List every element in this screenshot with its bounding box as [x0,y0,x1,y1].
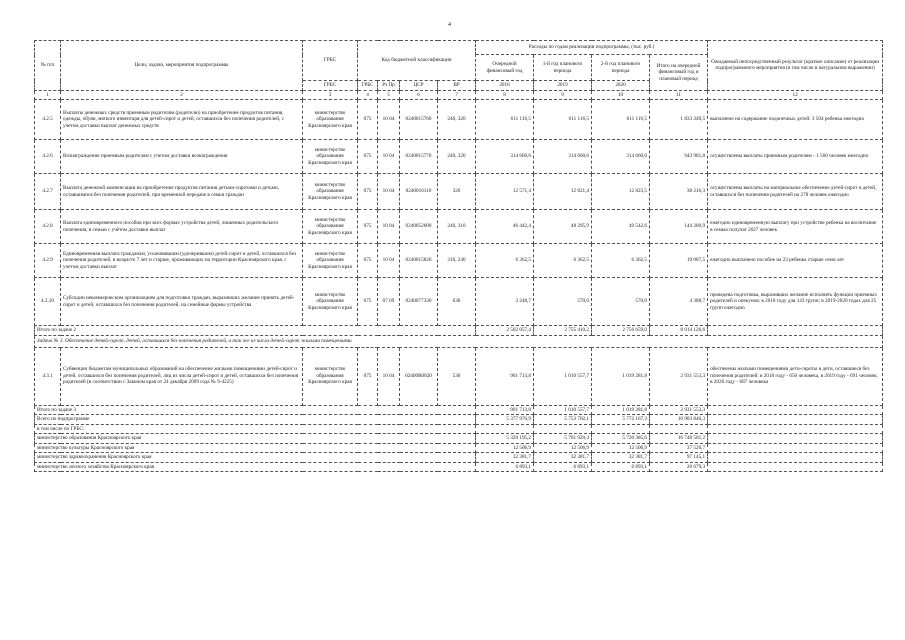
row-csr: 0240015820 [400,244,438,278]
row-result: осуществлены выплаты приемным родителям - 1 560 человек ежегодно [708,140,883,174]
header-year-2018: 2018 [476,81,534,91]
col-number: 2 [61,90,303,100]
row-vr: 240, 320 [438,100,476,140]
summary-y2018 [476,424,534,434]
header-goals: Цели, задачи, мероприятия подпрограммы [61,41,303,91]
summary-y2020: 12 506,9 [592,443,650,453]
header-num: № п/п [35,41,61,91]
summary-y2019: 32 381,7 [534,453,592,463]
summary-y2020 [592,424,650,434]
total-task3-y2020: 1 019 281,8 [592,405,650,415]
row-csr: 0240016110 [400,174,438,210]
col-number: 5 [378,90,400,100]
summary-y2020: 5 772 167,3 [592,415,650,425]
row-grbs-code: 075 [358,244,378,278]
summary-y2019: 6 893,1 [534,462,592,472]
summary-total: 20 679,3 [650,462,708,472]
row-y2019: 6 362,5 [534,244,592,278]
summary-label: министерство лесного хозяйства Красноярского края [35,462,476,472]
row-result: осуществлены выплаты на материальное обеспечение детей-сирот и детей, оставшихся без попечения родителей на 278 человек ежегодно [708,174,883,210]
summary-row [35,462,883,472]
subprogram-table [34,40,883,472]
table-row [35,210,883,244]
row-result: обеспечены жилыми помещениями дети-сироты и дети, оставшиеся без попечения родителей: в 2018 году - 650 человека, в 2019 году - 691 человек; в 2020 году - 687 человека [708,347,883,405]
summary-y2018: 12 506,9 [476,443,534,453]
row-num: 4.2.5 [35,100,61,140]
col-number: 11 [650,90,708,100]
row-text: Выплаты денежных средств приемным родителям (родителю) на приобретение продуктов питания, одежды, обуви, мягкого инвентаря для детей-сирот и детей, оставшихся без попечения родителей, с учетом доставки выплат денежных средств [61,100,303,140]
summary-y2019: 5 701 920,4 [534,434,592,444]
summary-row [35,453,883,463]
header-year-2019: 2019 [534,81,592,91]
row-result: ежегодно единовременную выплату при устройстве ребенка на воспитание в семью получат 2027 человек [708,210,883,244]
header-year2: 2-й год планового периода [592,55,650,81]
total-task2-y2019: 2 755 410,2 [534,326,592,336]
row-text: Субвенции бюджетам муниципальных образований на обеспечение жилыми помещениями детей-сирот и детей, оставшихся без попечения родителей, лиц из числа детей-сирот и детей, оставшихся без попечения родителей (в соответствии с Законом края от 24 декабря 2009 года № 9-4225) [61,347,303,405]
row-grbs: министерство образования Красноярского края [303,278,358,326]
col-number: 12 [708,90,883,100]
row-y2018: 12 571,4 [476,174,534,210]
col-number: 9 [534,90,592,100]
page-number: 4 [448,22,451,28]
row-grbs-code: 075 [358,100,378,140]
row-vr: 240, 310 [438,210,476,244]
row-vr: 240, 320 [438,140,476,174]
total-task3-row [35,405,883,415]
summary-total: 37 520,7 [650,443,708,453]
table-row [35,100,883,140]
summary-y2019: 5 753 702,1 [534,415,592,425]
row-text: Выплата денежной компенсации на приобретение продуктов питания детьми-сиротами и детьми, оставшимися без попечения родителей, при временной передаче в семьи граждан [61,174,303,210]
total-task2-total: 8 014 126,6 [650,326,708,336]
row-grbs-code: 075 [358,174,378,210]
row-y2020: 314 660,6 [592,140,650,174]
summary-total: 97 145,1 [650,453,708,463]
row-grbs: министерство образования Красноярского края [303,347,358,405]
row-y2019: 12 821,4 [534,174,592,210]
summary-y2018: 32 381,7 [476,453,534,463]
row-y2020: 570,0 [592,278,650,326]
column-numbers-row [35,90,883,100]
header-total: Итого на очередной финансовый год и плановый период [650,55,708,91]
col-number: 8 [476,90,534,100]
summary-y2020: 32 381,7 [592,453,650,463]
row-result: ежегодно выплачено пособие на 23 ребенка старше семи лет [708,244,883,278]
row-total: 19 087,5 [650,244,708,278]
summary-y2019 [534,424,592,434]
col-number: 3 [303,90,358,100]
row-rzpr: 10 04 [378,347,400,405]
header-budget-code: Код бюджетной классификации [358,41,476,81]
row-y2018: 6 362,5 [476,244,534,278]
total-task3-total: 2 931 553,3 [650,405,708,415]
col-number: 6 [400,90,438,100]
header-sub-grbs: ГРБС [303,81,358,91]
row-rzpr: 07 09 [378,278,400,326]
summary-y2018: 5 377 976,9 [476,415,534,425]
row-num: 4.3.1 [35,347,61,405]
row-grbs-code: 075 [358,278,378,326]
col-number: 1 [35,90,61,100]
row-text: Субсидии некоммерческим организациям для подготовки граждан, выразивших желание принять детей-сирот и детей, оставшихся без попечения родителей, на семейные формы устройства [61,278,303,326]
total-task3-label: Итого по задаче 3 [35,405,476,415]
task3-title: Задача № 3. Обеспечение детей-сирот, детей, оставшихся без попечения родителей, а так же из числа детей-сирот жилыми помещениями [35,335,883,347]
header-sub-csr: ЦСР [400,81,438,91]
row-num: 4.2.7 [35,174,61,210]
table-row [35,278,883,326]
header-expenses: Расходы по годам реализации подпрограммы, (тыс. руб.) [476,41,708,55]
row-result: проведена подготовка, выразивших желание исполнять функции приемных родителей и опекунов: в 2018 году для 143 групп; в 2019-2020 годах для 25 групп ежегодно [708,278,883,326]
total-task2-label: Итого по задаче 2 [35,326,476,336]
header-current-year: Очередной финансовый год [476,55,534,81]
row-num: 4.2.9 [35,244,61,278]
summary-y2018: 6 893,1 [476,462,534,472]
row-total: 4 388,7 [650,278,708,326]
summary-y2020: 5 720 385,6 [592,434,650,444]
total-task2-y2018: 2 502 057,4 [476,326,534,336]
row-y2018: 3 248,7 [476,278,534,326]
row-grbs-code: 075 [358,347,378,405]
summary-y2020: 6 893,1 [592,462,650,472]
row-total: 1 833 349,5 [650,100,708,140]
row-total: 38 216,3 [650,174,708,210]
row-y2018: 314 660,6 [476,140,534,174]
table-row [35,174,883,210]
row-text: Вознаграждение приемным родителям с учетом доставки вознаграждения [61,140,303,174]
summary-label: в том числе по ГРБС: [35,424,476,434]
table-row [35,347,883,405]
row-grbs: министерство образования Красноярского края [303,174,358,210]
row-vr: 630 [438,278,476,326]
row-rzpr: 10 04 [378,140,400,174]
row-y2019: 1 010 557,7 [534,347,592,405]
row-y2020: 12 823,5 [592,174,650,210]
table-row [35,244,883,278]
row-y2018: 46 442,4 [476,210,534,244]
row-vr: 320 [438,174,476,210]
table-row [35,140,883,174]
row-rzpr: 10 04 [378,174,400,210]
header-year-2020: 2020 [592,81,650,91]
row-y2020: 611 116,5 [592,100,650,140]
summary-row [35,424,883,434]
row-rzpr: 10 04 [378,244,400,278]
col-number: 7 [438,90,476,100]
summary-row [35,443,883,453]
task3-title-row [35,335,883,347]
row-grbs: министерство образования Красноярского края [303,210,358,244]
col-number: 4 [358,90,378,100]
summary-row [35,434,883,444]
row-grbs-code: 075 [358,140,378,174]
row-csr: 0240052600 [400,210,438,244]
header-sub-grbs-code: ГРБС [358,81,378,91]
header-sub-rzpr: Рз Пр [378,81,400,91]
row-vr: 530 [438,347,476,405]
row-y2020: 49 542,6 [592,210,650,244]
row-rzpr: 10 04 [378,210,400,244]
row-y2019: 570,0 [534,278,592,326]
row-total: 2 931 553,3 [650,347,708,405]
total-task2-y2020: 2 756 659,0 [592,326,650,336]
total-task3-y2018: 901 713,8 [476,405,534,415]
row-y2018: 901 713,8 [476,347,534,405]
summary-y2019: 12 506,9 [534,443,592,453]
row-text: Единовременная выплата гражданам, усыновившим (удочерившим) детей-сирот и детей, оставшихся без попечения родителей, в возрасте 7 лет и старше, проживающих на территории Красноярского края, с учетом доставки выплат [61,244,303,278]
row-grbs: министерство образования Красноярского края [303,140,358,174]
header-year1: 1-й год планового периода [534,55,592,81]
col-number: 10 [592,90,650,100]
row-text: Выплата единовременного пособия при всех формах устройства детей, лишенных родительского попечения, в семью с учётом доставки выплат [61,210,303,244]
header-grbs: ГРБС [303,41,358,81]
summary-label: Всего по подпрограмме [35,415,476,425]
row-csr: 0240015770 [400,140,438,174]
summary-total: 16 903 846,3 [650,415,708,425]
row-csr: 0240077330 [400,278,438,326]
header-sub-vr: ВР [438,81,476,91]
row-rzpr: 10 04 [378,100,400,140]
row-grbs-code: 075 [358,210,378,244]
row-num: 4.2.8 [35,210,61,244]
row-y2020: 1 019 281,8 [592,347,650,405]
summary-row [35,415,883,425]
summary-label: министерство культуры Красноярского края [35,443,476,453]
row-y2018: 611 116,5 [476,100,534,140]
summary-total: 16 748 501,2 [650,434,708,444]
row-num: 4.2.6 [35,140,61,174]
row-y2020: 6 362,5 [592,244,650,278]
row-total: 144 280,9 [650,210,708,244]
total-task2-row [35,326,883,336]
row-grbs: министерство образования Красноярского края [303,100,358,140]
row-total: 943 981,8 [650,140,708,174]
row-grbs: министерство образования Красноярского края [303,244,358,278]
row-vr: 310, 240 [438,244,476,278]
summary-label: министерство образования Красноярского края [35,434,476,444]
summary-y2018: 5 320 195,2 [476,434,534,444]
row-csr: 0240015760 [400,100,438,140]
row-result: выплачено на содержание подопечных детей: 3 504 ребенка ежегодно [708,100,883,140]
row-y2019: 48 295,9 [534,210,592,244]
row-y2019: 611 116,5 [534,100,592,140]
row-num: 4.2.10 [35,278,61,326]
row-y2019: 314 660,6 [534,140,592,174]
row-csr: 02400R0820 [400,347,438,405]
header-result: Ожидаемый непосредственный результат (краткое описание) от реализации подпрограммного мероприятия (в том числе в натуральном выражении) [708,41,883,91]
total-task3-y2019: 1 010 557,7 [534,405,592,415]
summary-total [650,424,708,434]
summary-label: министерство здравоохранения Красноярского края [35,453,476,463]
